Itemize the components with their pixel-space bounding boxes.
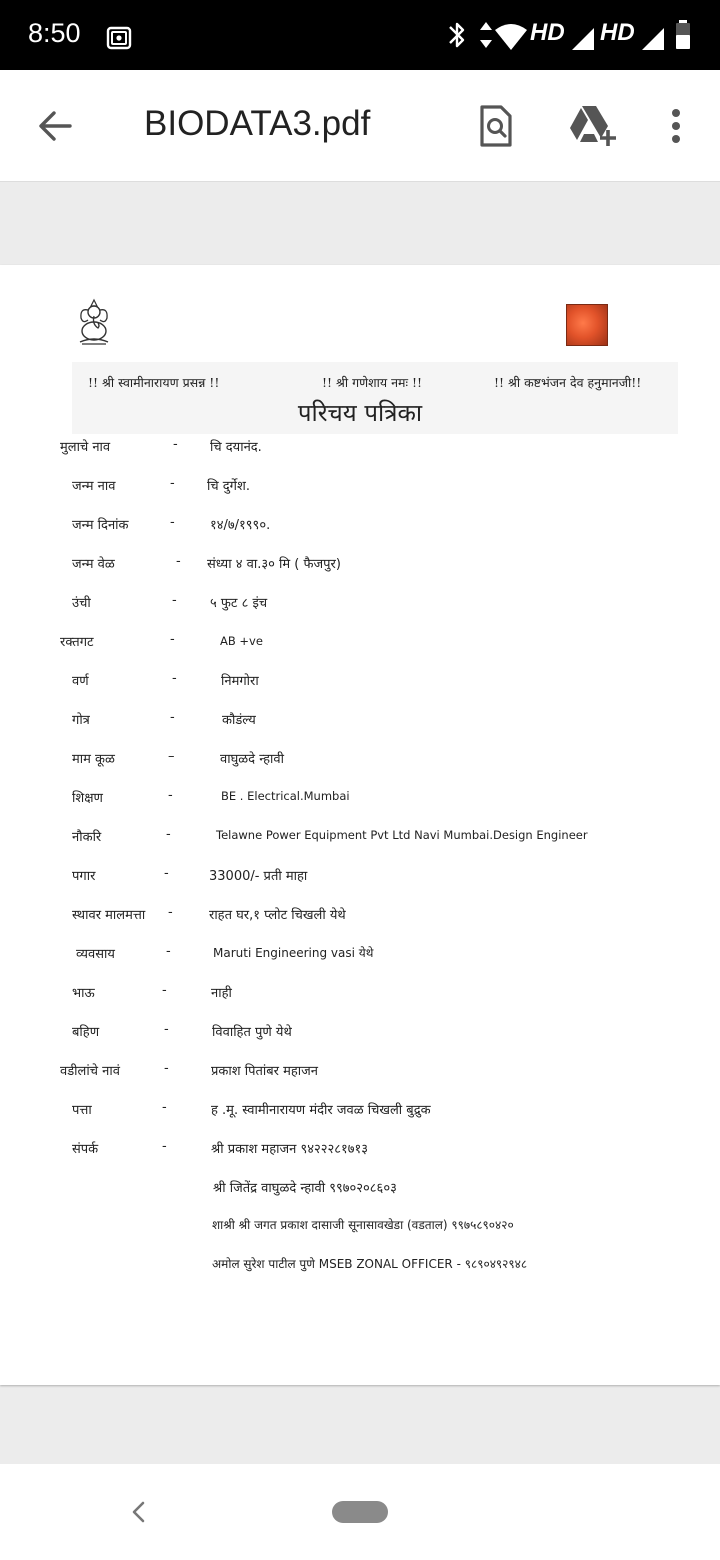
row-label: जन्म दिनांक xyxy=(72,518,129,533)
add-to-drive-icon[interactable] xyxy=(568,104,618,148)
row-dash: - xyxy=(162,1139,167,1154)
row-label: जन्म नाव xyxy=(72,479,116,494)
row-label: गोत्र xyxy=(72,713,90,728)
row-label: बहिण xyxy=(72,1025,100,1040)
contact-line: शाश्री श्री जगत प्रकाश दासाजी सूनासावखेडा (वडताल) ९९७५८९०४२० xyxy=(212,1218,514,1232)
row-value: BE . Electrical.Mumbai xyxy=(221,789,350,803)
row-label: वडीलांचे नावं xyxy=(60,1064,120,1079)
row-dash: - xyxy=(168,905,173,920)
row-label: मुलाचे नाव xyxy=(60,440,111,455)
status-time: 8:50 xyxy=(28,18,81,48)
row-label: उंची xyxy=(72,596,91,611)
row-label: नौकरि xyxy=(72,830,102,845)
signal-icon xyxy=(640,22,666,56)
row-value: संध्या ४ वा.३० मि ( फैजपुर) xyxy=(207,557,341,572)
wifi-icon xyxy=(494,20,528,54)
battery-icon xyxy=(674,18,692,52)
chant-ganesha: !! श्री गणेशाय नमः !! xyxy=(322,375,423,390)
row-dash: - xyxy=(170,515,175,530)
row-value: कौडंल्य xyxy=(222,713,256,728)
row-value: AB +ve xyxy=(220,634,263,648)
row-label: भाऊ xyxy=(72,986,95,1001)
row-label: संपर्क xyxy=(72,1142,99,1157)
back-arrow-icon[interactable] xyxy=(36,108,74,144)
screenshot-icon xyxy=(106,21,132,55)
row-label: व्यवसाय xyxy=(76,947,115,962)
bluetooth-icon xyxy=(446,18,468,52)
network-label-1: HD xyxy=(530,19,565,46)
document-heading: परिचय पत्रिका xyxy=(297,399,423,427)
row-label: पगार xyxy=(72,869,96,884)
signal-icon xyxy=(570,22,596,56)
row-value: 33000/- प्रती माहा xyxy=(209,869,308,884)
row-value: श्री प्रकाश महाजन ९४२२२८१७१३ xyxy=(211,1142,369,1157)
row-dash: - xyxy=(173,437,178,452)
find-in-page-icon[interactable] xyxy=(478,104,514,148)
row-dash: - xyxy=(162,983,167,998)
profile-photo xyxy=(566,304,608,346)
row-dash: - xyxy=(162,1100,167,1115)
chant-hanumanji: !! श्री कष्टभंजन देव हनुमानजी!! xyxy=(494,375,642,390)
row-label: पत्ता xyxy=(72,1103,92,1118)
row-label: रक्तगट xyxy=(60,635,94,650)
status-bar xyxy=(0,0,720,70)
row-label: स्थावर मालमत्ता xyxy=(72,908,146,923)
row-dash: - xyxy=(170,632,175,647)
row-dash: - xyxy=(170,710,175,725)
row-value: विवाहित पुणे येथे xyxy=(212,1025,292,1040)
contact-line: श्री जितेंद्र वाघुळदे न्हावी ९९७०२०८६०३ xyxy=(213,1181,397,1196)
app-bar xyxy=(0,70,720,182)
contact-line: अमोल सुरेश पाटील पुणे MSEB ZONAL OFFICER - ९८९०४९२९४८ xyxy=(212,1257,528,1271)
row-value: Maruti Engineering vasi येथे xyxy=(213,946,374,960)
viewer-bottom-gap xyxy=(0,1386,720,1464)
navigation-bar xyxy=(0,1464,720,1560)
row-dash: - xyxy=(164,866,169,881)
home-pill-icon[interactable] xyxy=(332,1501,388,1523)
data-arrows-icon xyxy=(478,18,494,52)
row-value: निमगोरा xyxy=(221,674,259,689)
document-title: BIODATA3.pdf xyxy=(144,104,371,143)
row-value: राहत घर,१ प्लोट चिखली येथे xyxy=(209,908,346,923)
viewer-top-gap xyxy=(0,183,720,265)
row-label: वर्ण xyxy=(72,674,89,689)
row-value: प्रकाश पितांबर महाजन xyxy=(211,1064,319,1079)
more-options-icon[interactable] xyxy=(670,108,682,144)
row-label: माम कूळ xyxy=(72,752,115,767)
row-dash: - xyxy=(172,593,177,608)
row-label: जन्म वेळ xyxy=(72,557,115,572)
row-value: १४/७/१९९०. xyxy=(210,518,271,533)
row-dash: - xyxy=(172,671,177,686)
chant-swaminarayan: !! श्री स्वामीनारायण प्रसन्न !! xyxy=(88,375,220,390)
row-dash: - xyxy=(164,1061,169,1076)
row-dash: - xyxy=(170,476,175,491)
row-label: शिक्षण xyxy=(72,791,103,806)
row-dash: - xyxy=(176,554,181,569)
row-value: चि दयानंद. xyxy=(210,440,262,455)
row-value: ५ फुट ८ इंच xyxy=(210,596,268,611)
row-dash: - xyxy=(166,827,171,842)
row-value: नाही xyxy=(211,986,232,1001)
row-value: चि दुर्गेश. xyxy=(207,479,250,494)
row-dash: – xyxy=(168,749,175,764)
row-dash: - xyxy=(164,1022,169,1037)
row-value: ह .मू. स्वामीनारायण मंदीर जवळ चिखली बुद्रुक xyxy=(211,1103,431,1118)
row-value: Telawne Power Equipment Pvt Ltd Navi Mumbai.Design Engineer xyxy=(216,828,588,842)
row-value: वाघुळदे न्हावी xyxy=(220,752,284,767)
row-dash: - xyxy=(166,944,171,959)
row-dash: - xyxy=(168,788,173,803)
network-label-2: HD xyxy=(600,19,635,46)
nav-back-icon[interactable] xyxy=(128,1500,148,1524)
ganesh-logo-icon xyxy=(74,298,114,346)
